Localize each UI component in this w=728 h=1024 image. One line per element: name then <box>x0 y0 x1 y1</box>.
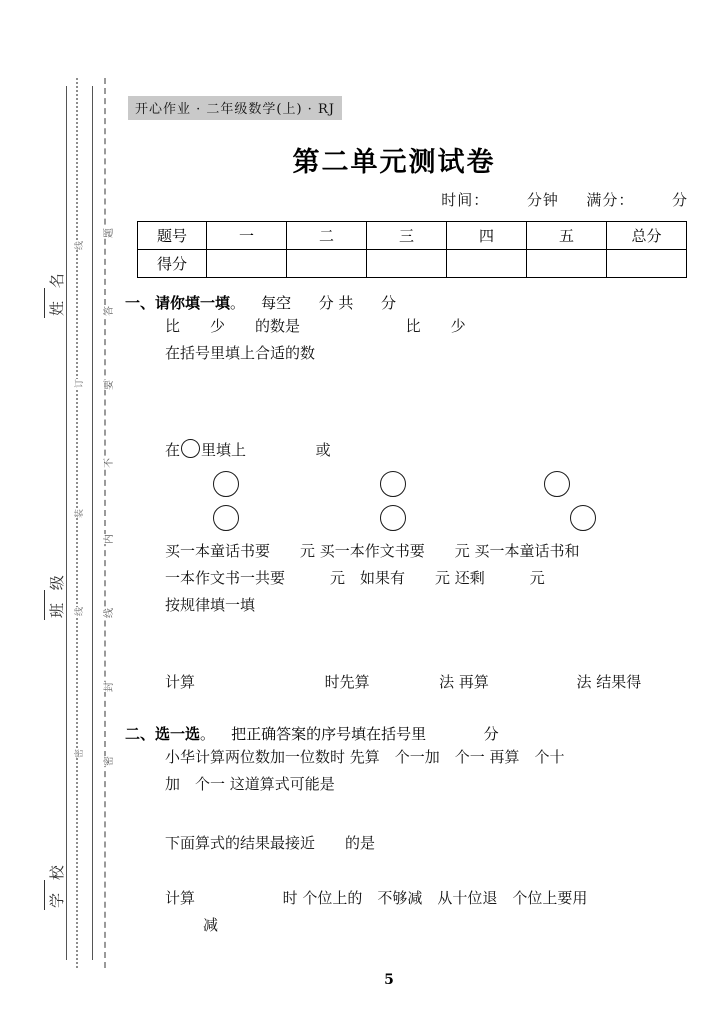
answer-circle-r1c1[interactable] <box>213 471 239 497</box>
section-one-title: 请你填一填 <box>155 294 231 312</box>
choice-question-1-line-2: 加 个一 这道算式可能是 <box>165 775 335 793</box>
score-table-row-label-0: 题号 <box>138 222 207 250</box>
q1-compare-b: 比 少 <box>405 317 466 335</box>
margin-rule-dashed <box>104 78 106 968</box>
table-row <box>138 250 687 278</box>
table-row <box>138 222 687 250</box>
section-one-points-prefix: 每空 <box>261 294 292 312</box>
circle-icon[interactable] <box>181 439 200 458</box>
circles-instruction-or: 或 <box>315 441 331 459</box>
circles-instruction-prefix: 在 <box>165 441 181 459</box>
order-second: 法 再算 <box>439 673 489 691</box>
answer-circle-r2c3[interactable] <box>570 505 596 531</box>
section-two-heading <box>125 723 705 744</box>
answer-circle-r1c2[interactable] <box>380 471 406 497</box>
pattern-question: 按规律填一填 <box>165 596 256 614</box>
total-label: 满分： <box>586 191 635 209</box>
exam-meta <box>441 189 688 210</box>
section-one-line-2: 在括号里填上合适的数 <box>165 344 316 362</box>
margin-rule-dotted <box>76 78 78 968</box>
section-two-points-suffix: 分 <box>483 725 499 743</box>
score-table-col-4: 五 <box>527 222 607 250</box>
price-question-line-2: 一本作文书一共要 元 如果有 元 还剩 元 <box>165 569 545 587</box>
binding-margin <box>44 78 116 968</box>
page-number: 5 <box>384 972 394 988</box>
score-table-row-label-1: 得分 <box>138 250 207 278</box>
section-two-question-2 <box>125 830 705 857</box>
seal-char-inner-3: 装 <box>75 508 85 518</box>
seal-char-inner-5: 密 <box>75 748 85 758</box>
seal-char-outer-2: 答 <box>104 306 115 316</box>
margin-rule-solid <box>66 86 67 960</box>
total-unit: 分 <box>671 191 688 209</box>
section-one-line-1 <box>125 313 705 340</box>
choice-question-3-line-2: 减 <box>203 916 219 934</box>
section-one-order-question <box>125 669 705 696</box>
answer-circle-r2c2[interactable] <box>380 505 406 531</box>
section-two <box>125 723 705 798</box>
answer-circle-r2c1[interactable] <box>213 505 239 531</box>
price-question-line-1: 买一本童话书要 元 买一本作文书要 元 买一本童话书和 <box>165 542 580 560</box>
series-banner: 开心作业 · 二年级数学(上) · RJ <box>128 96 342 120</box>
q3-calc-label: 计算 <box>165 889 196 907</box>
margin-underline-name <box>44 288 45 318</box>
score-cell-5[interactable] <box>607 250 687 278</box>
seal-char-outer-8: 密 <box>104 756 115 766</box>
section-two-question-3 <box>125 885 705 939</box>
margin-rule-solid-2 <box>92 86 93 960</box>
order-question-line <box>125 669 705 696</box>
order-calc-label: 计算 <box>165 673 196 691</box>
margin-label-class: 班 级 <box>48 571 66 618</box>
time-label: 时间： <box>441 191 490 209</box>
score-table-col-5: 总分 <box>607 222 687 250</box>
margin-underline-class <box>44 590 45 620</box>
section-two-instruction: 把正确答案的序号填在括号里 <box>231 725 427 743</box>
circles-instruction-mid: 里填上 <box>201 441 247 459</box>
answer-circle-r1c3[interactable] <box>544 471 570 497</box>
q3-body: 时 个位上的 不够减 从十位退 个位上要用 <box>282 889 588 907</box>
seal-char-outer-7: 封 <box>104 682 115 692</box>
section-one-punct: 。 <box>230 294 246 312</box>
margin-label-name: 姓 名 <box>48 269 66 316</box>
order-first: 时先算 <box>324 673 370 691</box>
score-cell-3[interactable] <box>447 250 527 278</box>
seal-char-inner-2: 订 <box>75 378 85 388</box>
score-cell-2[interactable] <box>367 250 447 278</box>
seal-char-outer-3: 要 <box>104 380 115 390</box>
section-one-price-question <box>125 538 705 619</box>
score-cell-4[interactable] <box>527 250 607 278</box>
circles-instruction <box>125 437 705 464</box>
score-table <box>137 221 687 278</box>
section-two-number: 二、 <box>125 725 156 743</box>
section-two-title: 选一选 <box>155 725 201 743</box>
seal-char-inner-4: 线 <box>75 606 85 616</box>
score-table-col-2: 三 <box>367 222 447 250</box>
margin-underline-school <box>44 880 45 910</box>
choice-question-1-line-1: 小华计算两位数加一位数时 先算 个一加 个一 再算 个十 <box>165 748 565 766</box>
score-cell-0[interactable] <box>207 250 287 278</box>
choice-question-3-line-1 <box>125 885 705 912</box>
section-one-circles-question <box>125 437 705 464</box>
time-unit: 分钟 <box>526 191 559 209</box>
section-one-heading <box>125 292 705 313</box>
choice-question-2: 下面算式的结果最接近 的是 <box>165 834 376 852</box>
seal-char-outer-1: 题 <box>104 228 115 238</box>
score-table-col-3: 四 <box>447 222 527 250</box>
score-cell-1[interactable] <box>287 250 367 278</box>
section-one-points-suffix: 分 <box>380 294 396 312</box>
seal-char-outer-6: 线 <box>104 608 115 618</box>
section-two-punct: 。 <box>200 725 216 743</box>
section-one-points-mid: 分 共 <box>318 294 354 312</box>
score-table-col-1: 二 <box>287 222 367 250</box>
page-title: 第二单元测试卷 <box>292 147 496 178</box>
section-one <box>125 292 705 367</box>
section-one-number: 一、 <box>125 294 156 312</box>
q1-compare-a: 比 少 的数是 <box>165 317 301 335</box>
seal-char-outer-5: 内 <box>104 534 115 544</box>
seal-char-outer-4: 不 <box>104 458 115 468</box>
order-result: 法 结果得 <box>576 673 642 691</box>
margin-label-school: 学 校 <box>48 861 66 908</box>
score-table-col-0: 一 <box>207 222 287 250</box>
seal-char-inner-1: 线 <box>75 240 85 250</box>
